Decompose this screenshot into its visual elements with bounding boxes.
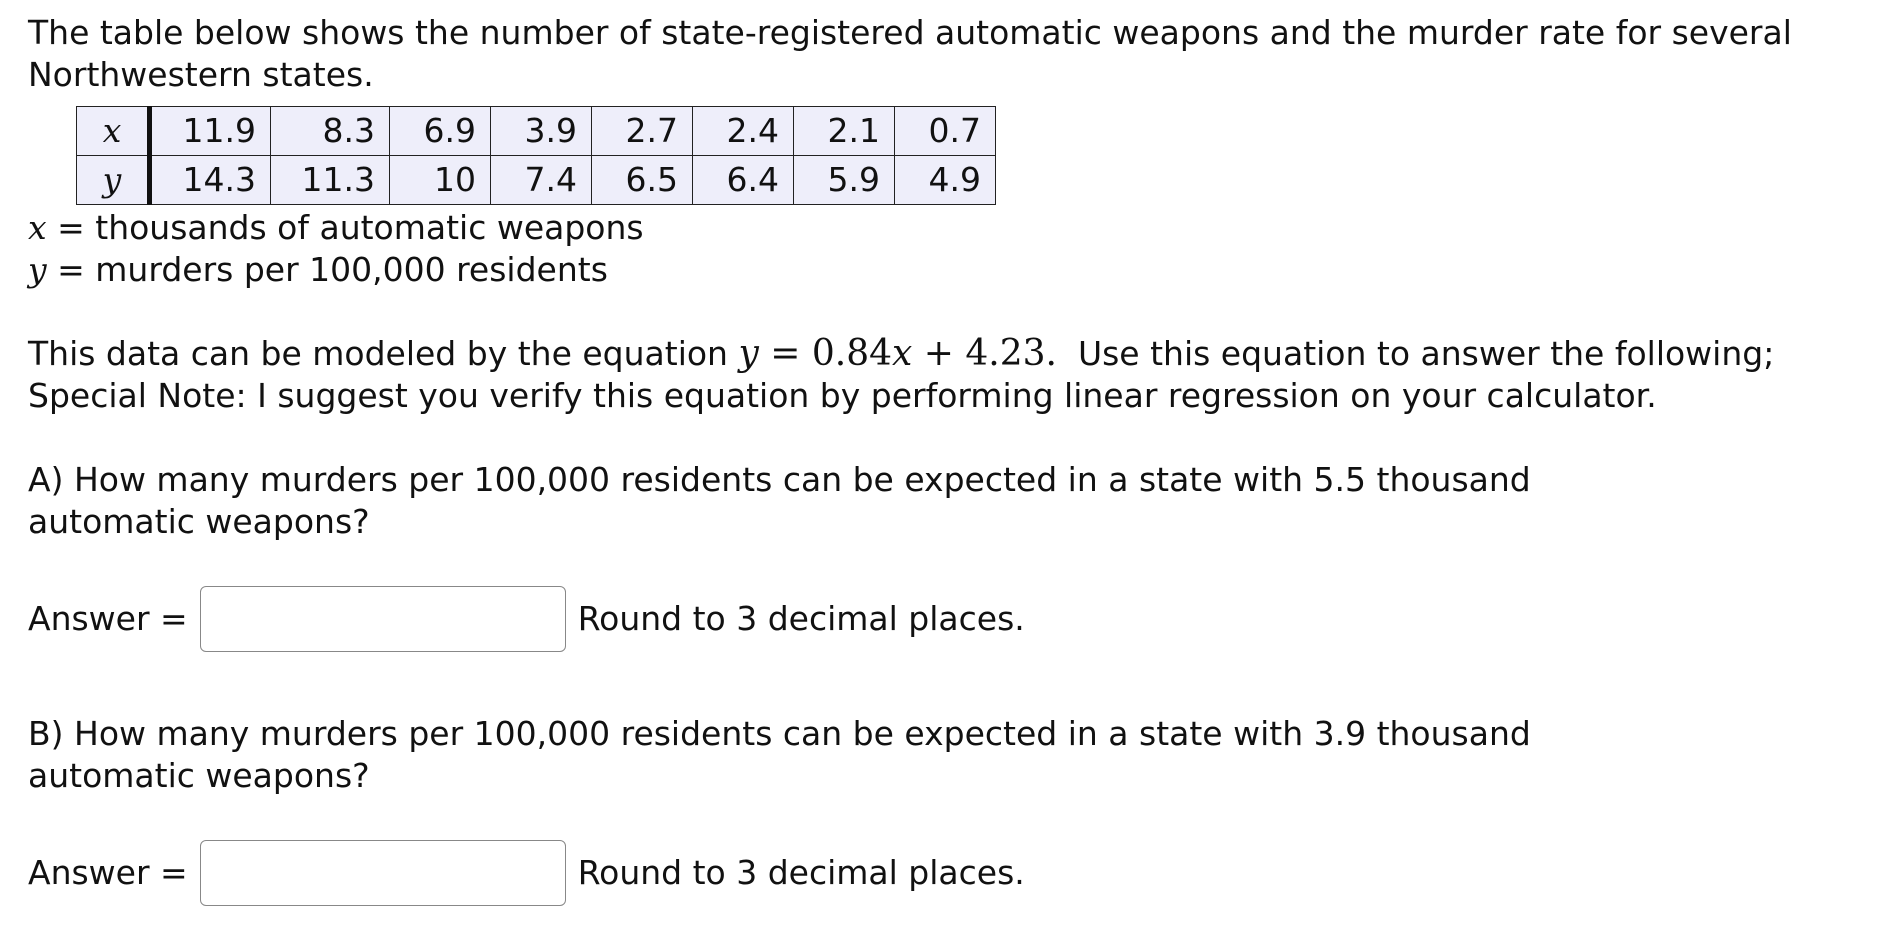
equation-slope: 0.84	[811, 333, 893, 374]
data-table	[76, 106, 996, 205]
x-cell: 11.9	[150, 107, 271, 156]
question-a	[28, 459, 1878, 655]
x-row-label: x	[77, 107, 150, 156]
x-definition	[28, 207, 1878, 249]
model-equation-line	[28, 333, 1878, 375]
model-equation	[738, 333, 1057, 374]
y-definition	[28, 249, 1878, 291]
answer-a-input[interactable]	[200, 586, 566, 652]
answer-a-label: Answer =	[28, 599, 188, 638]
y-cell: 4.9	[895, 156, 996, 205]
answer-a-round-note: Round to 3 decimal places.	[577, 599, 1025, 638]
y-cell: 11.3	[271, 156, 390, 205]
y-cell: 6.5	[592, 156, 693, 205]
y-cell: 10	[390, 156, 491, 205]
question-page	[28, 12, 1878, 909]
x-cell: 2.4	[693, 107, 794, 156]
variable-definitions	[28, 207, 1878, 291]
model-text-before: This data can be modeled by the equation	[28, 334, 739, 373]
y-cell: 14.3	[150, 156, 271, 205]
x-cell: 3.9	[491, 107, 592, 156]
answer-b-label: Answer =	[28, 853, 188, 892]
x-cell: 0.7	[895, 107, 996, 156]
answer-row-a	[28, 583, 1878, 655]
x-definition-text: = thousands of automatic weapons	[46, 208, 644, 247]
y-cell: 5.9	[794, 156, 895, 205]
table-row-y	[77, 156, 996, 205]
x-variable: x	[28, 208, 47, 247]
equation-equals: =	[758, 333, 812, 374]
question-b	[28, 713, 1878, 909]
y-row-label: y	[77, 156, 150, 205]
x-cell: 8.3	[271, 107, 390, 156]
equation-lhs: y	[738, 333, 759, 374]
x-cell: 2.1	[794, 107, 895, 156]
answer-row-b	[28, 837, 1878, 909]
intro-text: The table below shows the number of state-registered automatic weapons and the murder rate for several Northwestern states.	[28, 13, 1792, 94]
question-b-text: B) How many murders per 100,000 residents can be expected in a state with 3.9 thousand automatic weapons?	[28, 714, 1531, 795]
y-definition-text: = murders per 100,000 residents	[46, 250, 608, 289]
y-cell: 7.4	[491, 156, 592, 205]
equation-intercept: + 4.23.	[912, 333, 1057, 374]
y-cell: 6.4	[693, 156, 794, 205]
answer-b-round-note: Round to 3 decimal places.	[577, 853, 1025, 892]
model-text-after: Use this equation to answer the following;	[1056, 334, 1775, 373]
equation-x: x	[892, 333, 913, 374]
question-a-text: A) How many murders per 100,000 residents can be expected in a state with 5.5 thousand automatic weapons?	[28, 460, 1531, 541]
table-row-x	[77, 107, 996, 156]
special-note: Special Note: I suggest you verify this equation by performing linear regression on your calculator.	[28, 376, 1657, 415]
x-cell: 2.7	[592, 107, 693, 156]
answer-b-input[interactable]	[200, 840, 566, 906]
x-cell: 6.9	[390, 107, 491, 156]
y-variable: y	[28, 250, 47, 289]
model-section	[28, 333, 1878, 417]
